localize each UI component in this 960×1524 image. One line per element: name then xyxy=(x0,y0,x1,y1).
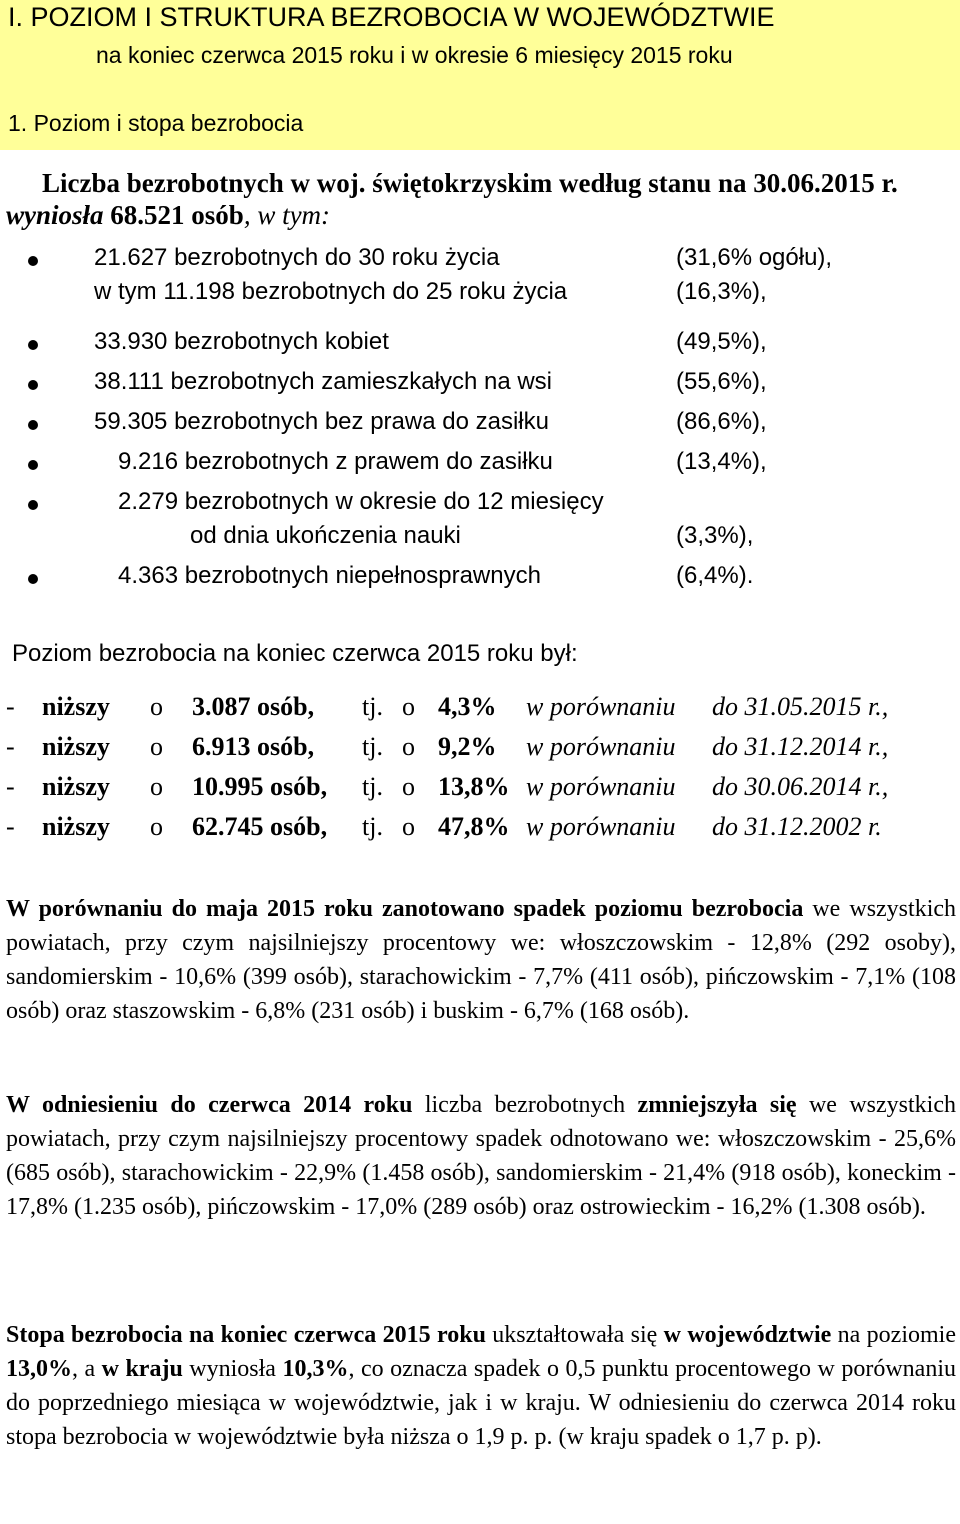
bullet-icon xyxy=(28,500,38,510)
p3-bold-3: 13,0% xyxy=(6,1356,72,1382)
comparison-num: 3.087 osób, xyxy=(192,692,315,721)
comparison-dash: - xyxy=(6,732,15,761)
comparison-word: niższy xyxy=(42,812,110,841)
breakdown-percent: (86,6%), xyxy=(676,408,767,435)
level-intro: Poziom bezrobocia na koniec czerwca 2015 roku był: xyxy=(12,640,578,667)
comparison-o: o xyxy=(150,772,163,801)
bullet-icon xyxy=(28,340,38,350)
p3-text-5: , co oznacza spadek o 0,5 punktu procentowego w porównaniu do poprzedniego miesiąca w województwie, jak i w kraju. W odniesieniu do czerwca 2014 roku stopa bezrobocia w województwie była niższa o 1,9 p. p. (w kraju spadek o 1,7 p. p). xyxy=(6,1356,957,1450)
breakdown-row xyxy=(0,448,960,484)
comparison-tj: tj. xyxy=(362,732,383,761)
comparison-row xyxy=(0,732,960,768)
comparison-o2: o xyxy=(402,732,415,761)
p3-text-1: ukształtowała się xyxy=(485,1322,664,1348)
comparison-o2: o xyxy=(402,692,415,721)
breakdown-text: w tym 11.198 bezrobotnych do 25 roku życia xyxy=(94,278,568,305)
paragraph-year-comparison xyxy=(6,1088,956,1224)
p3-text-3: , a xyxy=(72,1356,102,1382)
intro-suffix: , w tym: xyxy=(243,200,331,230)
comparison-end: , xyxy=(881,772,889,801)
comparison-dash: - xyxy=(6,812,15,841)
document-title: I. POZIOM I STRUKTURA BEZROBOCIA W WOJEWÓDZTWIE xyxy=(8,2,775,32)
comparison-o2: o xyxy=(402,772,415,801)
comparison-tj: tj. xyxy=(362,812,383,841)
breakdown-percent: (31,6% ogółu), xyxy=(676,244,833,271)
section-heading: 1. Poziom i stopa bezrobocia xyxy=(8,110,304,136)
bullet-icon xyxy=(28,256,38,266)
breakdown-row xyxy=(0,522,960,558)
comparison-o: o xyxy=(150,812,163,841)
breakdown-row xyxy=(0,278,960,314)
bullet-icon xyxy=(28,420,38,430)
bullet-icon xyxy=(28,460,38,470)
p3-text-2: na poziomie xyxy=(831,1322,956,1348)
breakdown-percent: (3,3%), xyxy=(676,522,754,549)
comparison-date: do 31.12.2014 r., xyxy=(712,732,889,761)
comparison-o: o xyxy=(150,692,163,721)
comparison-date: do 31.12.2002 r. xyxy=(712,812,882,841)
bullet-icon xyxy=(28,380,38,390)
comparison-pct: 13,8% xyxy=(438,772,510,801)
comparison-word: niższy xyxy=(42,692,110,721)
breakdown-row xyxy=(0,328,960,364)
breakdown-text: 59.305 bezrobotnych bez prawa do zasiłku xyxy=(94,408,549,435)
breakdown-row xyxy=(0,244,960,280)
comparison-row xyxy=(0,772,960,808)
comparison-ref: w porównaniu xyxy=(526,692,676,721)
breakdown-percent: (49,5%), xyxy=(676,328,767,355)
intro-line-2 xyxy=(6,200,330,231)
comparison-ref: w porównaniu xyxy=(526,732,676,761)
breakdown-percent: (55,6%), xyxy=(676,368,767,395)
bullet-icon xyxy=(28,574,38,584)
breakdown-text: 38.111 bezrobotnych zamieszkałych na wsi xyxy=(94,368,553,395)
paragraph-may-comparison xyxy=(6,892,956,1028)
comparison-num: 62.745 osób, xyxy=(192,812,328,841)
p1-text: we wszystkich powiatach, przy czym najsilniejszy procentowy we: włoszczowskim - 12,8% (292 osoby), sandomierskim - 10,6% (399 osób), starachowickim - 7,7% (411 osób), pińczowskim - 7,1% (108 osób) oraz staszowskim - 6,8% (231 osób) i buskim - 6,7% (168 osób). xyxy=(6,896,957,1024)
breakdown-row xyxy=(0,368,960,404)
comparison-num: 10.995 osób, xyxy=(192,772,328,801)
breakdown-text: 9.216 bezrobotnych z prawem do zasiłku xyxy=(118,448,553,475)
comparison-pct: 47,8% xyxy=(438,812,510,841)
header-banner xyxy=(0,0,960,150)
breakdown-percent: (13,4%), xyxy=(676,448,767,475)
comparison-tj: tj. xyxy=(362,772,383,801)
comparison-row xyxy=(0,692,960,728)
comparison-word: niższy xyxy=(42,732,110,761)
breakdown-text: 2.279 bezrobotnych w okresie do 12 miesięcy xyxy=(118,488,604,515)
comparison-o2: o xyxy=(402,812,415,841)
document-subtitle: na koniec czerwca 2015 roku i w okresie 6 miesięcy 2015 roku xyxy=(96,42,733,68)
p2-bold-1: W odniesieniu do czerwca 2014 roku xyxy=(6,1092,413,1118)
comparison-pct: 9,2% xyxy=(438,732,497,761)
breakdown-text: od dnia ukończenia nauki xyxy=(190,522,461,549)
breakdown-percent: (6,4%). xyxy=(676,562,754,589)
breakdown-text: 4.363 bezrobotnych niepełnosprawnych xyxy=(118,562,541,589)
comparison-end: , xyxy=(881,692,889,721)
p3-bold-5: 10,3% xyxy=(282,1356,349,1382)
comparison-ref: w porównaniu xyxy=(526,812,676,841)
breakdown-row xyxy=(0,488,960,524)
breakdown-text: 21.627 bezrobotnych do 30 roku życia xyxy=(94,244,500,271)
p3-bold-4: w kraju xyxy=(101,1356,183,1382)
breakdown-row xyxy=(0,408,960,444)
p2-bold-2: zmniejszyła się xyxy=(637,1092,797,1118)
p3-bold-2: w województwie xyxy=(663,1322,832,1348)
comparison-end: , xyxy=(881,732,889,761)
p3-bold-1: Stopa bezrobocia na koniec czerwca 2015 roku xyxy=(6,1322,486,1348)
breakdown-text: 33.930 bezrobotnych kobiet xyxy=(94,328,389,355)
comparison-o: o xyxy=(150,732,163,761)
comparison-row xyxy=(0,812,960,848)
total-count: 68.521 osób xyxy=(110,200,244,230)
comparison-dash: - xyxy=(6,772,15,801)
comparison-tj: tj. xyxy=(362,692,383,721)
p2-text-2: we wszystkich powiatach, przy czym najsilniejszy procentowy spadek odnotowano we: włoszczowskim - 25,6% (685 osób), starachowickim - 22,9% (1.458 osób), sandomierskim - 21,4% (918 osób), koneckim - 17,8% (1.235 osób), pińczowskim - 17,0% (289 osób) oraz ostrowieckim - 16,2% (1.308 osób). xyxy=(6,1092,957,1220)
comparison-num: 6.913 osób, xyxy=(192,732,315,761)
breakdown-percent: (16,3%), xyxy=(676,278,767,305)
breakdown-row xyxy=(0,562,960,598)
intro-line-1: Liczba bezrobotnych w woj. świętokrzyskim według stanu na 30.06.2015 r. xyxy=(42,168,898,198)
intro-prefix: wyniosła xyxy=(6,200,111,230)
p2-text-1: liczba bezrobotnych xyxy=(412,1092,638,1118)
comparison-dash: - xyxy=(6,692,15,721)
p1-bold: W porównaniu do maja 2015 roku zanotowano spadek poziomu bezrobocia xyxy=(6,896,804,922)
paragraph-rate xyxy=(6,1318,956,1454)
comparison-pct: 4,3% xyxy=(438,692,497,721)
p3-text-4: wyniosła xyxy=(182,1356,283,1382)
comparison-word: niższy xyxy=(42,772,110,801)
comparison-date: do 31.05.2015 r., xyxy=(712,692,889,721)
comparison-date: do 30.06.2014 r., xyxy=(712,772,889,801)
comparison-ref: w porównaniu xyxy=(526,772,676,801)
